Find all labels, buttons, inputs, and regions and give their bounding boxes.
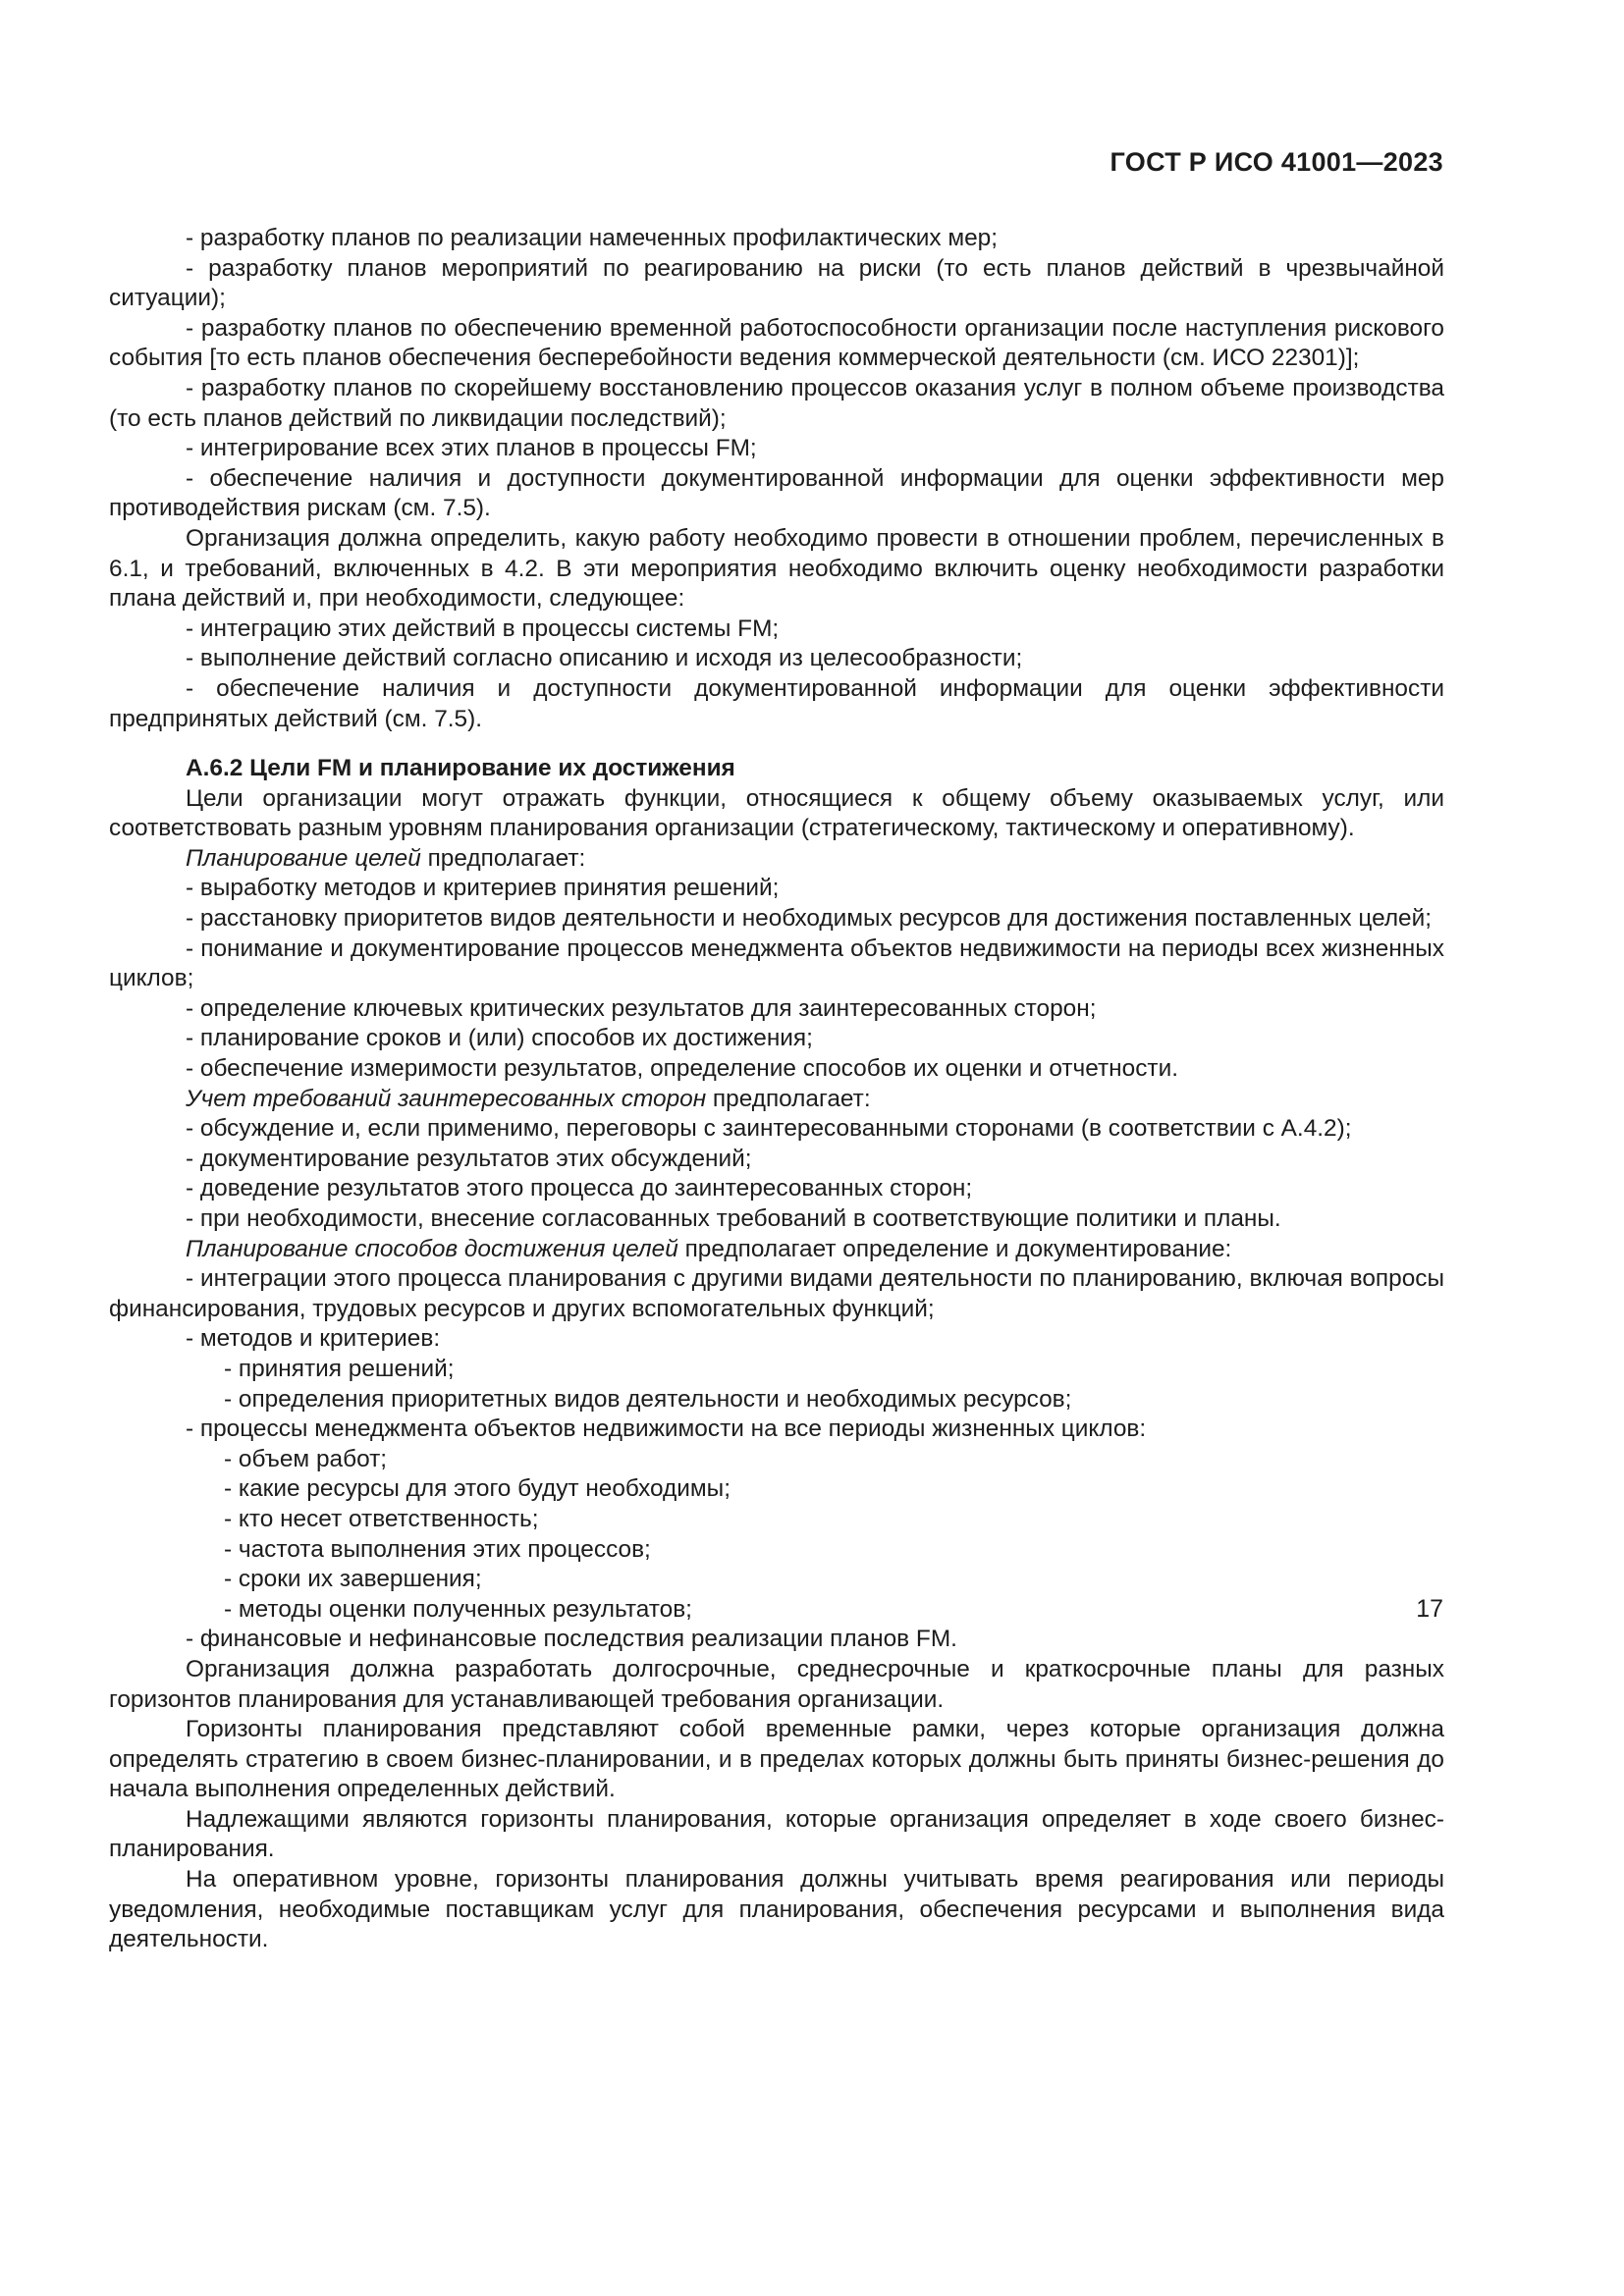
sub-list-item: - определения приоритетных видов деятельности и необходимых ресурсов; (224, 1385, 1072, 1413)
paragraph: - разработку планов мероприятий по реагированию на риски (то есть планов действий в чрезвычайной ситуации); (109, 254, 1444, 312)
paragraph: - обеспечение наличия и доступности документированной информации для оценки эффективности мер противодействия рискам (см. 7.5). (109, 464, 1444, 522)
paragraph: - разработку планов по скорейшему восстановлению процессов оказания услуг в полном объеме производства (то есть планов действий по ликвидации последствий); (109, 374, 1444, 432)
sub-list-item: - методы оценки полученных результатов; (224, 1595, 692, 1623)
page-number: 17 (1416, 1595, 1443, 1623)
sub-list-item: - принятия решений; (224, 1355, 455, 1382)
paragraph: - обеспечение измеримости результатов, определение способов их оценки и отчетности. (186, 1055, 1178, 1083)
paragraph (109, 844, 1444, 875)
paragraph: - выполнение действий согласно описанию и исходя из целесообразности; (186, 645, 1023, 672)
paragraph-text: предполагает определение и документирование: (677, 1235, 1232, 1262)
italic-term: Учет требований заинтересованных сторон (186, 1085, 707, 1112)
paragraph: - интеграции этого процесса планирования с другими видами деятельности по планированию, включая вопросы финансирования, трудовых ресурсов и других вспомогательных функций; (109, 1265, 1444, 1322)
italic-term: Планирование целей (186, 844, 421, 872)
sub-list-item: - объем работ; (224, 1445, 388, 1472)
paragraph: - разработку планов по реализации намеченных профилактических мер; (186, 225, 999, 251)
document-body (109, 224, 1444, 1955)
paragraph: - при необходимости, внесение согласованных требований в соответствующие политики и планы. (186, 1205, 1281, 1232)
paragraph: - доведение результатов этого процесса до заинтересованных сторон; (186, 1175, 973, 1202)
paragraph: - расстановку приоритетов видов деятельности и необходимых ресурсов для достижения поставленных целей; (186, 905, 1433, 933)
paragraph: - обсуждение и, если применимо, переговоры с заинтересованными сторонами (в соответствии с А.4.2); (186, 1115, 1352, 1143)
paragraph: - финансовые и нефинансовые последствия реализации планов FM. (186, 1626, 957, 1653)
sub-list-item: - частота выполнения этих процессов; (224, 1535, 651, 1563)
paragraph: - понимание и документирование процессов менеджмента объектов недвижимости на периоды всех жизненных циклов; (109, 934, 1444, 992)
paragraph: Горизонты планирования представляют собой временные рамки, через которые организация должна определять стратегию в своем бизнес-планировании, и в пределах которых должны быть приняты бизнес-решения до начала выполнения определенных действий. (109, 1716, 1444, 1803)
paragraph: - планирование сроков и (или) способов их достижения; (186, 1025, 813, 1052)
paragraph: Надлежащими являются горизонты планирования, которые организация определяет в ходе своего бизнес-планирования. (109, 1805, 1444, 1863)
paragraph (109, 1085, 1444, 1115)
paragraph: - разработку планов по обеспечению временной работоспособности организации после наступления рискового события [то есть планов обеспечения бесперебойности ведения коммерческой деятельности (см. ИСО 22301)]; (109, 314, 1444, 372)
paragraph: - определение ключевых критических результатов для заинтересованных сторон; (186, 994, 1097, 1022)
paragraph-text: предполагает: (420, 844, 586, 872)
paragraph: - выработку методов и критериев принятия решений; (186, 875, 780, 902)
paragraph-text: предполагает: (706, 1085, 871, 1112)
sub-list-item: - какие ресурсы для этого будут необходимы; (224, 1475, 731, 1503)
paragraph (109, 1235, 1444, 1265)
paragraph: Цели организации могут отражать функции, относящиеся к общему объему оказываемых услуг, или соответствовать разным уровням планирования организации (стратегическому, тактическому и оперативному). (109, 784, 1444, 842)
document-header-standard: ГОСТ Р ИСО 41001—2023 (1110, 147, 1443, 177)
paragraph: - документирование результатов этих обсуждений; (186, 1145, 752, 1172)
sub-list-item: - сроки их завершения; (224, 1566, 482, 1593)
paragraph: На оперативном уровне, горизонты планирования должны учитывать время реагирования или периоды уведомления, необходимые поставщикам услуг для планирования, обеспечения ресурсами и выполнения вида деятельности. (109, 1866, 1444, 1953)
sub-list-item: - кто несет ответственность; (224, 1505, 539, 1532)
section-heading: А.6.2 Цели FM и планирование их достижения (186, 755, 735, 782)
paragraph: - методов и критериев: (186, 1325, 441, 1353)
paragraph: Организация должна разработать долгосрочные, среднесрочные и краткосрочные планы для разных горизонтов планирования для устанавливающей требования организации. (109, 1655, 1444, 1713)
italic-term: Планирование способов достижения целей (186, 1235, 678, 1262)
paragraph: - интегрирование всех этих планов в процессы FM; (186, 435, 757, 462)
paragraph: - обеспечение наличия и доступности документированной информации для оценки эффективности предпринятых действий (см. 7.5). (109, 674, 1444, 732)
paragraph: - процессы менеджмента объектов недвижимости на все периоды жизненных циклов: (186, 1415, 1147, 1443)
paragraph: Организация должна определить, какую работу необходимо провести в отношении проблем, перечисленных в 6.1, и требований, включенных в 4.2. В эти мероприятия необходимо включить оценку необходимости разработки плана действий и, при необходимости, следующее: (109, 524, 1444, 613)
paragraph: - интеграцию этих действий в процессы системы FM; (186, 614, 780, 642)
